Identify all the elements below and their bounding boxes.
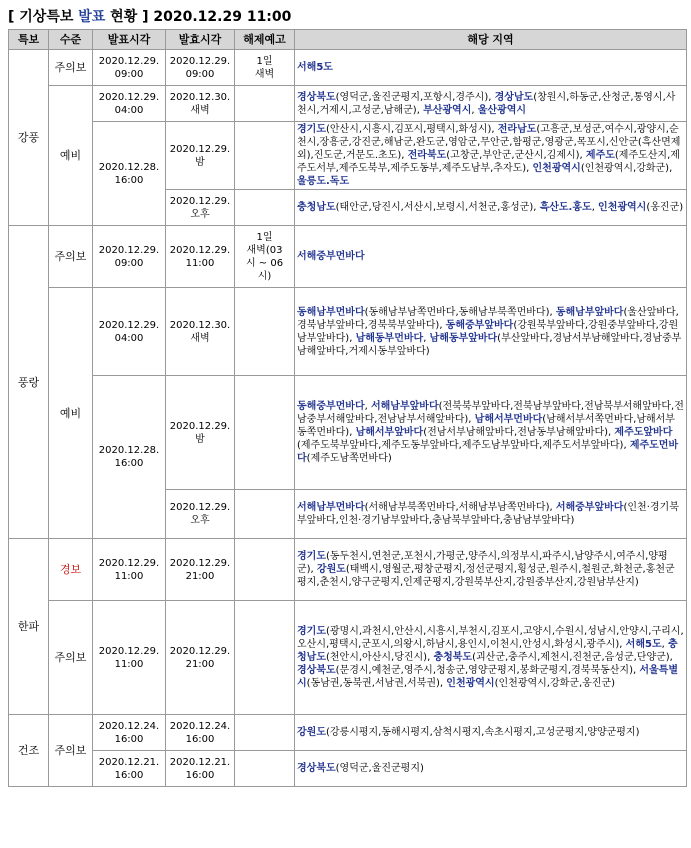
title-pre: [ 기상특보: [8, 9, 79, 25]
region-detail: (동두천시,연천군,포천시,가평군,양주시,의정부시,파주시,남양주시,여주시,양평군),: [297, 551, 668, 575]
page-title: [8, 6, 291, 26]
region-name: 경상남도: [494, 91, 534, 103]
region-name: 전라남도: [497, 124, 537, 135]
table-header-row: [9, 30, 687, 50]
region-name: 경기도: [297, 626, 326, 637]
region-detail: (제주도북부앞바다,제주도동부앞바다,제주도남부앞바다,제주도서부앞바다),: [297, 440, 630, 451]
area-cell: [295, 751, 687, 787]
region-detail: ,: [591, 202, 599, 213]
region-name: 남해동부앞바다: [429, 332, 498, 344]
region-detail: (동남권,동북권,서남권,서북권),: [306, 678, 447, 689]
table-row: [9, 751, 687, 787]
region-detail: (괴산군,충주시,제천시,진천군,음성군,단양군),: [472, 652, 673, 663]
region-name: 경상북도: [297, 665, 336, 676]
area-cell: [295, 288, 687, 376]
level-cell: 예비: [49, 86, 93, 226]
region-name: 인천광역시: [532, 163, 581, 174]
header-cell: 수준: [49, 30, 93, 50]
table-row: [9, 86, 687, 122]
release-notice-cell: [235, 376, 295, 490]
area-cell: [295, 122, 687, 190]
table-row: [9, 715, 687, 751]
region-name: 인천광역시: [446, 678, 495, 689]
region-name: 울릉도.독도: [297, 176, 350, 187]
effective-time-cell: 2020.12.30. 새벽: [166, 86, 235, 122]
region-name: 충청북도: [433, 652, 473, 663]
announce-time-cell: 2020.12.29. 09:00: [93, 226, 166, 288]
region-detail: (안산시,시흥시,김포시,평택시,화성시),: [325, 124, 498, 135]
region-detail: (제주도남쪽먼바다): [306, 453, 392, 464]
region-detail: (전남서부남해앞바다,전남동부남해앞바다),: [423, 427, 615, 438]
region-name: 제주도먼바다: [297, 440, 679, 464]
release-notice-cell: 1일 새벽(03 시 ~ 06 시): [235, 226, 295, 288]
header-cell: 발표시각: [93, 30, 166, 50]
release-notice-cell: [235, 601, 295, 715]
region-detail: (태안군,당진시,서산시,보령시,서천군,홍성군),: [335, 202, 540, 213]
table-body: [9, 50, 687, 787]
region-detail: (고흥군,보성군,여수시,광양시,순천시,장흥군,강진군,해남군,완도군,영암군,무안군,함평군,영광군,목포시,신안군(흑산면제외),진도군,거문도.초도),: [297, 124, 681, 161]
announce-time-cell: 2020.12.28. 16:00: [93, 376, 166, 539]
region-name: 서해5도: [297, 62, 333, 73]
region-detail: (강릉시평지,동해시평지,삼척시평지,속초시평지,고성군평지,양양군평지): [325, 727, 640, 738]
region-name: 경기도: [297, 551, 326, 562]
effective-time-cell: 2020.12.29. 오후: [166, 490, 235, 539]
category-cell: 건조: [9, 715, 49, 787]
region-name: 흑산도.홍도: [539, 202, 592, 213]
table-row: [9, 50, 687, 86]
region-name: 경상북도: [297, 763, 336, 774]
level-cell: 주의보: [49, 715, 93, 787]
region-name: 부산광역시: [423, 104, 472, 116]
title-post: 현황 ] 2020.12.29 11:00: [105, 9, 292, 25]
region-detail: (창원시,하동군,산청군,통영시,사천시,거제시,고성군,남해군),: [297, 91, 676, 116]
region-name: 충청남도: [297, 202, 336, 213]
header-cell: 해제예고: [235, 30, 295, 50]
effective-time-cell: 2020.12.29. 오후: [166, 190, 235, 226]
region-name: 서해남부먼바다: [297, 502, 365, 513]
area-cell: [295, 490, 687, 539]
region-detail: (광명시,과천시,안산시,시흥시,부천시,김포시,고양시,수원시,성남시,안양시,구리시,오산시,평택시,군포시,의왕시,하남시,용인시,이천시,안성시,화성시,광주시),: [297, 626, 684, 650]
region-name: 강원도: [297, 727, 326, 738]
area-cell: [295, 226, 687, 288]
effective-time-cell: 2020.12.29. 09:00: [166, 50, 235, 86]
region-name: 강원도: [316, 564, 346, 575]
region-detail: (영덕군,울진군평지,포항시,경주시),: [335, 91, 495, 103]
release-notice-cell: [235, 715, 295, 751]
region-name: 서해중부앞바다: [555, 502, 624, 513]
header-cell: 해당 지역: [295, 30, 687, 50]
region-name: 경기도: [297, 124, 326, 135]
announce-time-cell: 2020.12.29. 11:00: [93, 601, 166, 715]
region-detail: (태백시,영월군,평창군평지,정선군평지,횡성군,원주시,철원군,화천군,홍천군평지,춘천시,양구군평지,인제군평지,강원북부산지,강원중부산지,강원남부산지): [297, 564, 675, 588]
region-name: 제주도앞바다: [614, 427, 673, 438]
effective-time-cell: 2020.12.30. 새벽: [166, 288, 235, 376]
level-cell: 경보: [49, 539, 93, 601]
region-name: 서해중부먼바다: [297, 251, 365, 262]
region-detail: (천안시,아산시,당진시),: [325, 652, 434, 663]
region-detail: (서해남부북쪽먼바다,서해남부남쪽먼바다),: [364, 502, 556, 513]
effective-time-cell: 2020.12.29. 밤: [166, 376, 235, 490]
region-detail: ,: [471, 104, 478, 116]
area-cell: [295, 601, 687, 715]
region-name: 동해남부먼바다: [297, 306, 365, 318]
level-cell: 주의보: [49, 601, 93, 715]
area-cell: [295, 376, 687, 490]
header-cell: 특보: [9, 30, 49, 50]
region-name: 경상북도: [297, 91, 336, 103]
table-row: [9, 376, 687, 490]
table-row: [9, 601, 687, 715]
region-detail: (인천광역시,강화군),: [580, 163, 673, 174]
region-detail: ,: [364, 401, 371, 412]
release-notice-cell: [235, 288, 295, 376]
effective-time-cell: 2020.12.29. 11:00: [166, 226, 235, 288]
region-detail: ,: [423, 332, 430, 344]
region-detail: (강원북부앞바다,강원중부앞바다,강원남부앞바다),: [297, 319, 679, 344]
region-detail: (동해남부남쪽먼바다,동해남부북쪽먼바다),: [364, 306, 556, 318]
region-detail: (인천·경기북부앞바다,인천·경기남부앞바다,충남북부앞바다,충남남부앞바다): [297, 502, 679, 526]
region-name: 동해중부앞바다: [445, 319, 514, 331]
release-notice-cell: [235, 751, 295, 787]
announce-time-cell: 2020.12.28. 16:00: [93, 122, 166, 226]
area-cell: [295, 539, 687, 601]
region-detail: (울산앞바다,경북남부앞바다,경북북부앞바다),: [297, 306, 679, 331]
region-detail: (문경시,예천군,영주시,청송군,영양군평지,봉화군평지,경북북동산지),: [335, 665, 640, 676]
category-cell: 강풍: [9, 50, 49, 226]
region-detail: (옹진군): [646, 202, 684, 213]
region-detail: (영덕군,울진군평지): [335, 763, 424, 774]
table-row: [9, 122, 687, 190]
level-cell: 주의보: [49, 226, 93, 288]
region-name: 울산광역시: [477, 104, 527, 116]
region-detail: (전북북부앞바다,전북남부앞바다,전남북부서해앞바다,전남중부서해앞바다,전남남부서해앞바다),: [297, 401, 684, 425]
region-detail: (제주도산지,제주도서부,제주도북부,제주도동부,제주도남부,추자도),: [297, 150, 680, 174]
area-cell: [295, 50, 687, 86]
release-notice-cell: [235, 190, 295, 226]
region-detail: (부산앞바다,경남서부남해앞바다,경남중부남해앞바다,거제시동부앞바다): [297, 332, 682, 357]
effective-time-cell: 2020.12.29. 밤: [166, 122, 235, 190]
region-name: 서울특별시: [297, 665, 678, 689]
announce-time-cell: 2020.12.29. 09:00: [93, 50, 166, 86]
weather-warning-table: [8, 29, 687, 787]
area-cell: [295, 86, 687, 122]
effective-time-cell: 2020.12.21. 16:00: [166, 751, 235, 787]
announce-time-cell: 2020.12.29. 11:00: [93, 539, 166, 601]
region-detail: (인천광역시,강화군,옹진군): [494, 678, 616, 689]
release-notice-cell: [235, 490, 295, 539]
table-row: [9, 539, 687, 601]
region-name: 남해서부앞바다: [355, 427, 424, 438]
table-row: [9, 226, 687, 288]
header-cell: 발효시각: [166, 30, 235, 50]
region-name: 동해남부앞바다: [555, 306, 624, 318]
table-row: [9, 288, 687, 376]
level-cell: 주의보: [49, 50, 93, 86]
release-notice-cell: [235, 86, 295, 122]
region-name: 전라북도: [407, 150, 447, 161]
effective-time-cell: 2020.12.29. 21:00: [166, 539, 235, 601]
effective-time-cell: 2020.12.24. 16:00: [166, 715, 235, 751]
level-cell: 예비: [49, 288, 93, 539]
region-detail: ,: [661, 639, 668, 650]
release-notice-cell: 1일 새벽: [235, 50, 295, 86]
region-detail: (남해서부서쪽먼바다,남해서부동쪽먼바다),: [297, 414, 675, 438]
region-name: 제주도: [585, 150, 615, 161]
announce-time-cell: 2020.12.29. 04:00: [93, 86, 166, 122]
release-notice-cell: [235, 539, 295, 601]
announce-time-cell: 2020.12.24. 16:00: [93, 715, 166, 751]
category-cell: 풍랑: [9, 226, 49, 539]
region-name: 충청남도: [297, 639, 678, 663]
region-name: 인천광역시: [598, 202, 647, 213]
region-detail: (고창군,부안군,군산시,김제시),: [446, 150, 586, 161]
category-cell: 한파: [9, 539, 49, 715]
announce-time-cell: 2020.12.21. 16:00: [93, 751, 166, 787]
area-cell: [295, 715, 687, 751]
area-cell: [295, 190, 687, 226]
release-notice-cell: [235, 122, 295, 190]
effective-time-cell: 2020.12.29. 21:00: [166, 601, 235, 715]
region-name: 동해중부먼바다: [297, 401, 365, 412]
title-highlight: 발표: [78, 9, 106, 25]
announce-time-cell: 2020.12.29. 04:00: [93, 288, 166, 376]
region-name: 남해서부먼바다: [474, 414, 543, 425]
region-name: 서해5도: [625, 639, 662, 650]
region-name: 남해동부먼바다: [355, 332, 424, 344]
region-name: 서해남부앞바다: [370, 401, 439, 412]
